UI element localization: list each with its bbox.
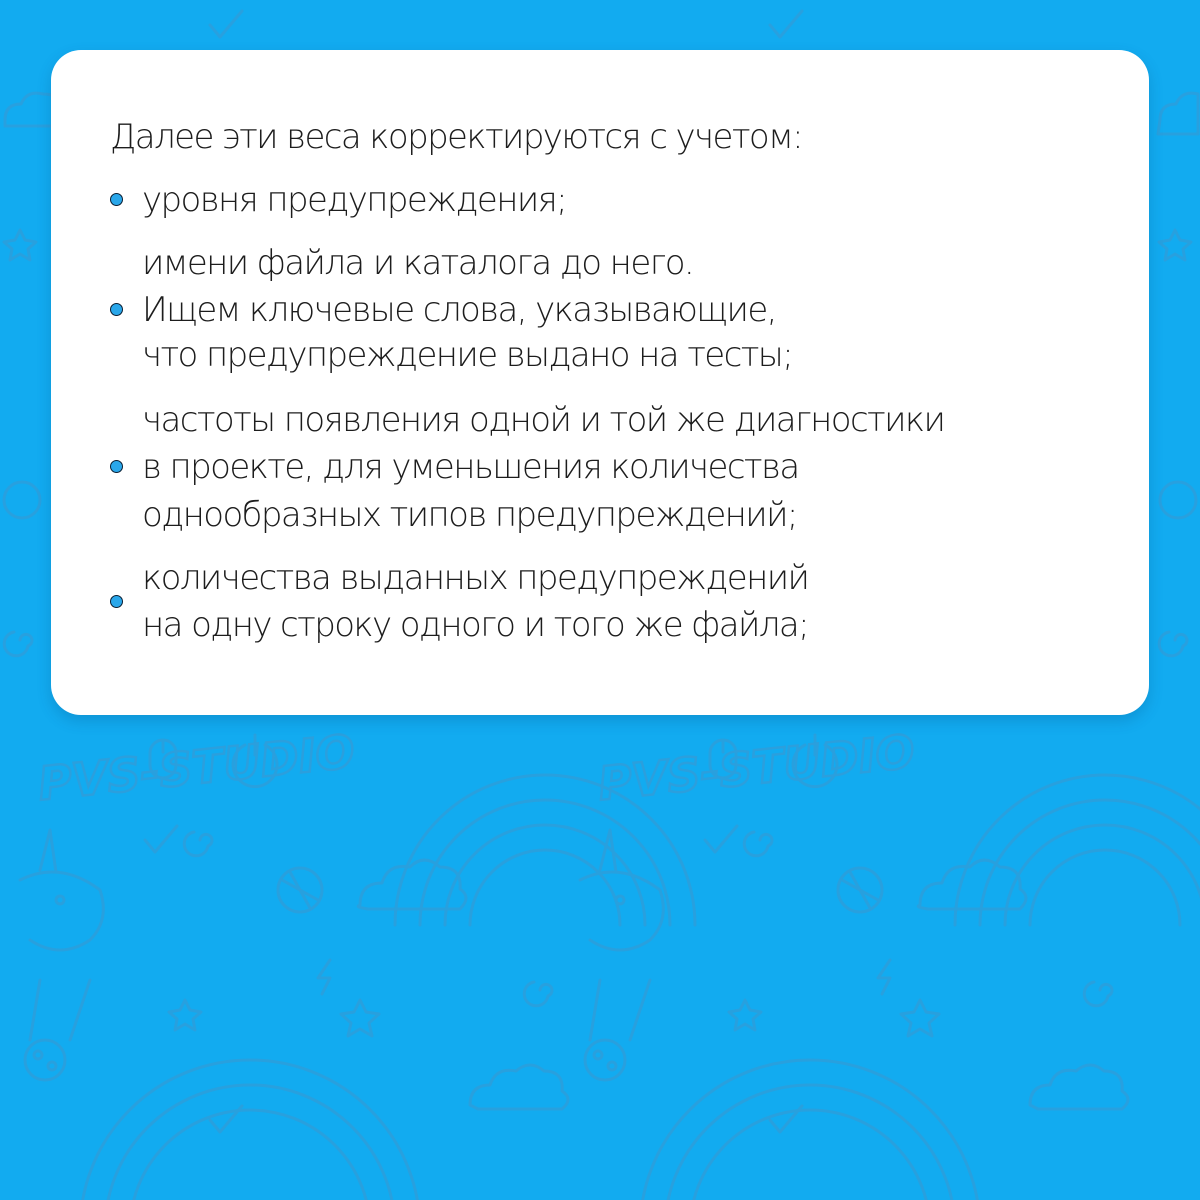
list-item-line: частоты появления одной и той же диагностики xyxy=(142,400,945,440)
lightning-icon xyxy=(318,960,330,994)
rainbow-icon xyxy=(640,1060,980,1200)
checkmark-icon xyxy=(210,11,242,37)
list-item-line: в проекте, для уменьшения количества xyxy=(142,447,799,487)
ladybug-icon xyxy=(1160,482,1196,518)
unicorn-icon xyxy=(20,830,103,1040)
star-icon xyxy=(169,1000,201,1030)
spiral-icon xyxy=(1084,982,1112,1006)
list-item-line: на одну строку одного и того же файла; xyxy=(142,605,808,645)
ladybug-icon xyxy=(278,868,322,912)
list-item-line: количества выданных предупреждений xyxy=(142,558,809,598)
lightning-icon xyxy=(878,960,890,994)
checkmark-icon xyxy=(210,1106,242,1132)
list-item-line: Ищем ключевые слова, указывающие, xyxy=(142,290,776,330)
cloud-icon xyxy=(470,1065,568,1109)
star-icon xyxy=(341,1000,379,1036)
checkmark-icon xyxy=(705,826,737,852)
star-icon xyxy=(729,1000,761,1030)
ladybug-icon xyxy=(585,1040,625,1080)
rainbow-icon xyxy=(80,1060,420,1200)
spiral-icon xyxy=(4,632,32,656)
list-item-line: что предупреждение выдано на тесты; xyxy=(142,335,793,375)
info-card xyxy=(51,50,1149,715)
star-icon xyxy=(4,230,36,260)
pvs-studio-watermark: PVS-STUDIO xyxy=(595,724,918,811)
spiral-icon xyxy=(524,982,552,1006)
ladybug-icon xyxy=(838,868,882,912)
spiral-icon xyxy=(184,832,212,856)
pvs-studio-watermark: PVS-STUDIO xyxy=(35,724,358,811)
bullet-icon xyxy=(110,193,123,206)
bullet-icon xyxy=(110,460,123,473)
intro-text: Далее эти веса корректируются с учетом: xyxy=(110,117,803,157)
star-icon xyxy=(1159,230,1191,260)
cloud-icon xyxy=(1158,93,1198,134)
checkmark-icon xyxy=(145,826,177,852)
cloud-icon xyxy=(918,860,1026,909)
list-item-line: уровня предупреждения; xyxy=(142,180,567,220)
bullet-icon xyxy=(110,303,123,316)
cloud-icon xyxy=(1030,1065,1128,1109)
list-item-line: однообразных типов предупреждений; xyxy=(142,495,797,535)
spiral-icon xyxy=(744,832,772,856)
checkmark-icon xyxy=(770,11,802,37)
spiral-icon xyxy=(1159,632,1187,656)
cloud-icon xyxy=(358,860,466,909)
list-item-line: имени файла и каталога до него. xyxy=(142,243,694,283)
checkmark-icon xyxy=(770,1106,802,1132)
ladybug-icon xyxy=(25,1040,65,1080)
rainbow-icon xyxy=(955,775,1200,925)
star-icon xyxy=(901,1000,939,1036)
ladybug-icon xyxy=(4,482,40,518)
bullet-icon xyxy=(110,595,123,608)
